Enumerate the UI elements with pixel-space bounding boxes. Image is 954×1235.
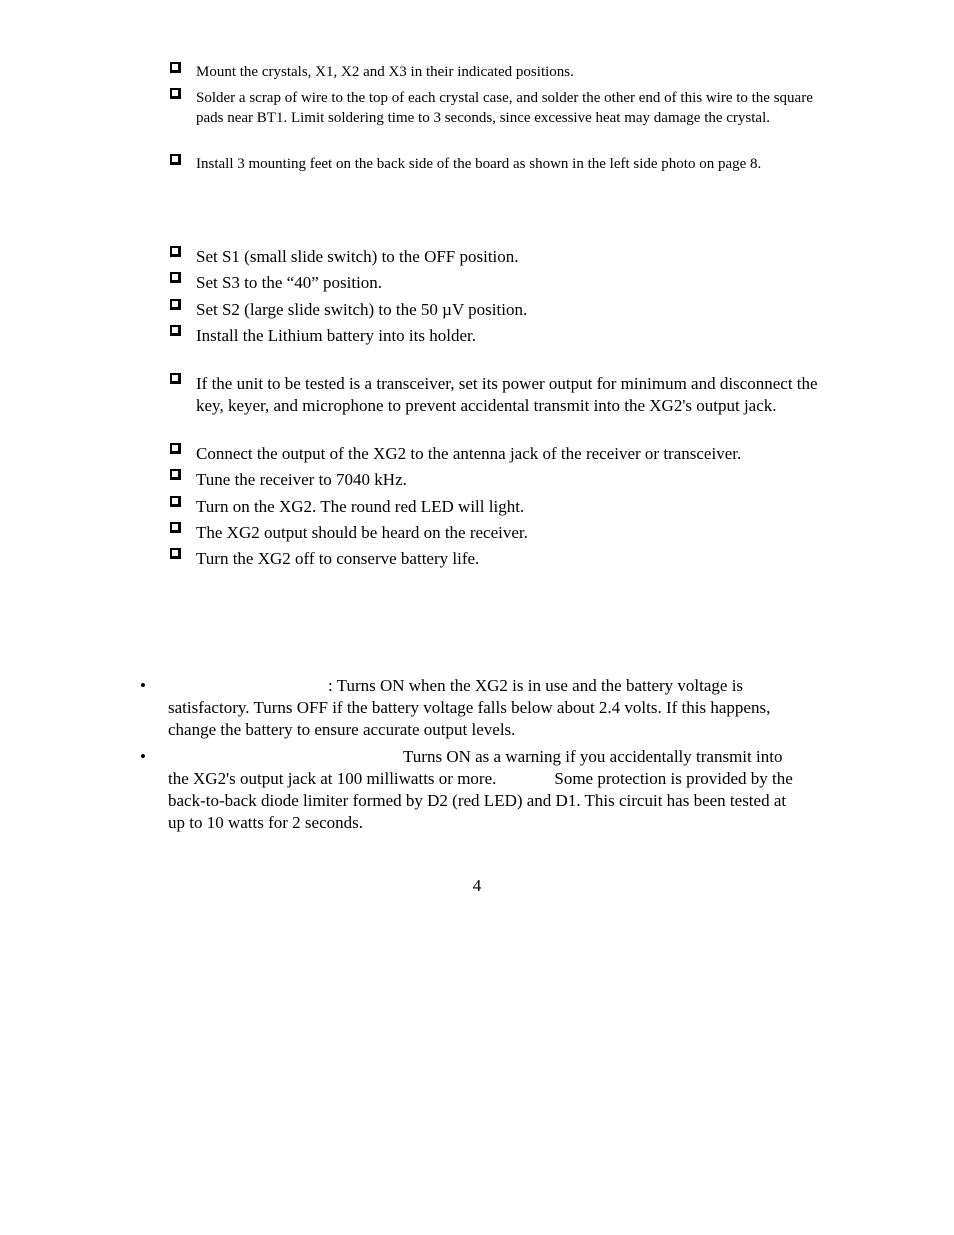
- checklist-item-text: Set S2 (large slide switch) to the 50 µV position.: [196, 300, 528, 319]
- checkbox-icon[interactable]: [170, 88, 181, 99]
- checkbox-icon[interactable]: [170, 496, 181, 507]
- checklist-item-text: If the unit to be tested is a transceiver, set its power output for minimum and disconnect the key, keyer, and microphone to prevent accidental transmit into the XG2's output jack.: [196, 374, 818, 415]
- checklist-item-text: Turn on the XG2. The round red LED will light.: [196, 497, 525, 516]
- checkbox-icon[interactable]: [170, 246, 181, 257]
- checkbox-icon[interactable]: [170, 443, 181, 454]
- checkbox-icon[interactable]: [170, 62, 181, 73]
- checklist-item-text: Turn the XG2 off to conserve battery life.: [196, 549, 480, 568]
- checklist-item-text: Solder a scrap of wire to the top of each crystal case, and solder the other end of this wire to the square pads near BT1. Limit soldering time to 3 seconds, since excessive heat may damage the crystal.: [196, 90, 813, 126]
- checkbox-icon[interactable]: [170, 522, 181, 533]
- bullet-body: : Turns ON when the XG2 is in use and the battery voltage is satisfactory. Turns OFF if the battery voltage falls below about 2.4 volts. If this happens, change the battery to ensure accurate output levels.: [168, 676, 771, 739]
- checkbox-icon[interactable]: [170, 373, 181, 384]
- bullet-body-part2: Some protection is provided by the back-to-back diode limiter formed by D2 (red LED) and D1. This circuit has been tested at up to 10 watts for 2 seconds.: [168, 769, 793, 832]
- bullet-text: [168, 746, 800, 834]
- checklist-item-text: Install 3 mounting feet on the back side of the board as shown in the left side photo on page 8.: [196, 156, 762, 172]
- checklist-item-text: Install the Lithium battery into its holder.: [196, 326, 476, 345]
- checklist-item-text: Mount the crystals, X1, X2 and X3 in their indicated positions.: [196, 64, 574, 80]
- checkbox-icon[interactable]: [170, 154, 181, 165]
- checklist-item-text: Connect the output of the XG2 to the antenna jack of the receiver or transceiver.: [196, 444, 742, 463]
- bullet-icon: •: [140, 747, 146, 766]
- bullet-text: [168, 675, 800, 741]
- checkbox-icon[interactable]: [170, 548, 181, 559]
- bullet-icon: •: [140, 676, 146, 695]
- checklist-item-text: Set S1 (small slide switch) to the OFF position.: [196, 247, 519, 266]
- page-number: 4: [472, 876, 482, 895]
- checklist-item-text: Tune the receiver to 7040 kHz.: [196, 470, 407, 489]
- checklist-item-text: Set S3 to the “40” position.: [196, 273, 383, 292]
- checkbox-icon[interactable]: [170, 272, 181, 283]
- checklist-item-text: The XG2 output should be heard on the receiver.: [196, 523, 528, 542]
- bullet-body-part1: Turns ON as a warning if you accidentally transmit into the XG2's output jack at 100 milliwatts or more.: [168, 747, 783, 788]
- checkbox-icon[interactable]: [170, 325, 181, 336]
- checkbox-icon[interactable]: [170, 469, 181, 480]
- checkbox-icon[interactable]: [170, 299, 181, 310]
